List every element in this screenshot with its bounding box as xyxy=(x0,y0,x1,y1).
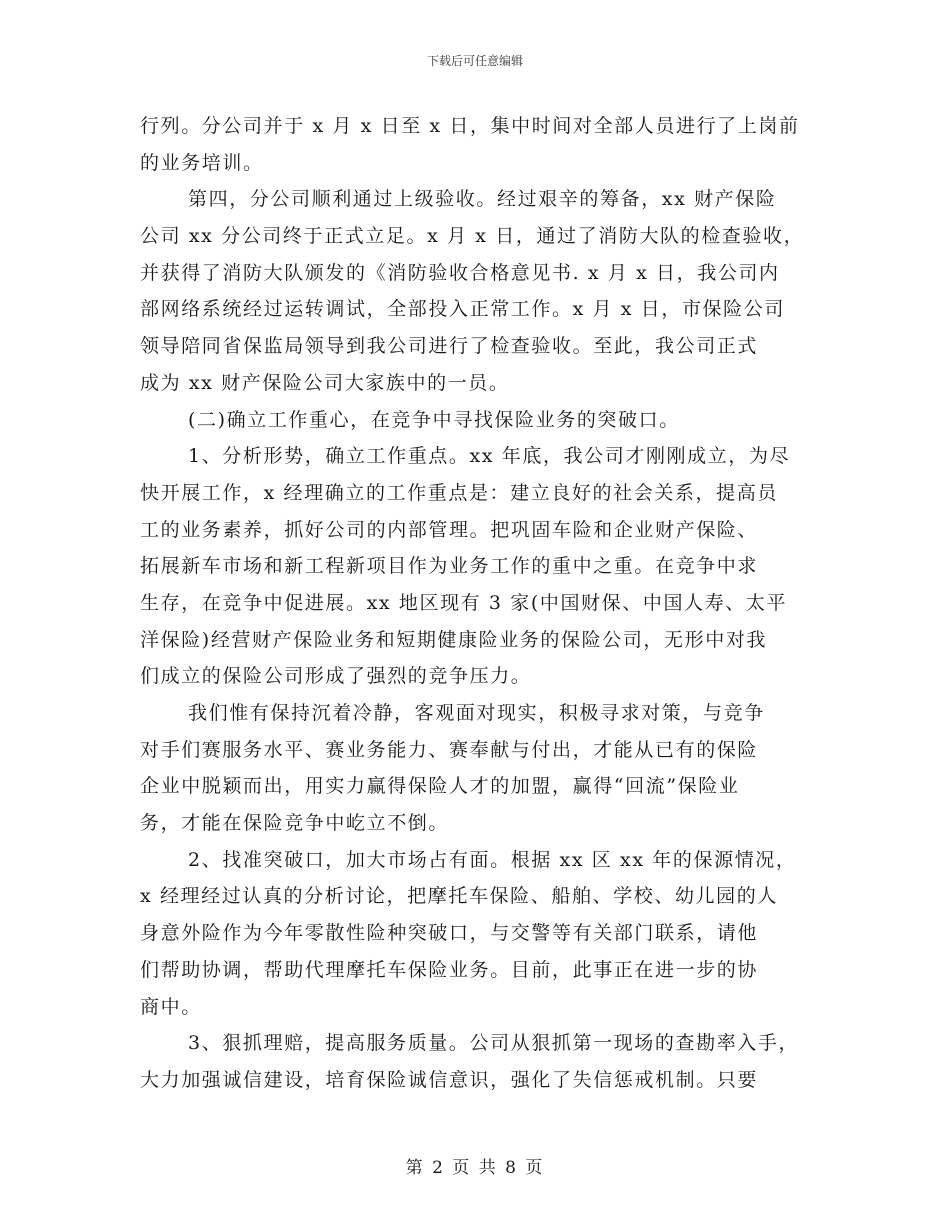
text-line: 3、狠抓理赔，提高服务质量。公司从狠抓第一现场的查勘率入手， xyxy=(188,1032,800,1055)
text-line: 身意外险作为今年零散性险种突破口，与交警等有关部门联系，请他 xyxy=(140,922,759,945)
text-line: 部网络系统经过运转调试，全部投入正常工作。x 月 x 日，市保险公司 xyxy=(140,298,785,321)
text-line: 快开展工作，x 经理确立的工作重点是：建立良好的社会关系，提高员 xyxy=(140,481,778,504)
text-line: 企业中脱颖而出，用实力赢得保险人才的加盟，赢得“回流”保险业 xyxy=(140,775,740,798)
text-line: 领导陪同省保监局领导到我公司进行了检查验收。至此，我公司正式 xyxy=(140,335,759,358)
text-line: 洋保险)经营财产保险业务和短期健康险业务的保险公司，无形中对我 xyxy=(140,628,768,651)
page-footer: 第 2 页 共 8 页 xyxy=(405,1158,545,1178)
text-line: 1、分析形势，确立工作重点。xx 年底，我公司才刚刚成立，为尽 xyxy=(188,445,791,468)
page-header: 下载后可任意编辑 xyxy=(426,54,523,68)
text-line: 的业务培训。 xyxy=(140,151,264,174)
text-line: 我们惟有保持沉着冷静，客观面对现实，积极寻求对策，与竞争 xyxy=(188,702,765,724)
text-line: 成为 xx 财产保险公司大家族中的一员。 xyxy=(140,371,510,394)
text-line: 大力加强诚信建设，培育保险诚信意识，强化了失信惩戒机制。只要 xyxy=(140,1068,759,1091)
text-line: 们成立的保险公司形成了强烈的竞争压力。 xyxy=(140,665,532,688)
text-line: 生存，在竞争中促进展。xx 地区现有 3 家(中国财保、中国人寿、太平 xyxy=(140,591,788,614)
text-line: 2、找准突破口，加大市场占有面。根据 xx 区 xx 年的保源情况， xyxy=(188,848,797,871)
text-line: 拓展新车市场和新工程新项目作为业务工作的重中之重。在竞争中求 xyxy=(140,555,759,578)
document-body xyxy=(140,108,812,1099)
text-line: x 经理经过认真的分析讨论，把摩托车保险、船舶、学校、幼儿园的人 xyxy=(140,885,778,908)
text-line: 第四，分公司顺利通过上级验收。经过艰辛的筹备，xx 财产保险 xyxy=(188,188,777,211)
text-line: 行列。分公司并于 x 月 x 日至 x 日，集中时间对全部人员进行了上岗前 xyxy=(140,115,800,137)
text-line: 务，才能在保险竞争中屹立不倒。 xyxy=(140,812,450,835)
text-line: 公司 xx 分公司终于正式立足。x 月 x 日，通过了消防大队的检查验收， xyxy=(140,225,805,248)
text-line: 对手们赛服务水平、赛业务能力、赛奉献与付出，才能从已有的保险 xyxy=(140,738,759,761)
text-line: 们帮助协调，帮助代理摩托车保险业务。目前，此事正在进一步的协 xyxy=(140,958,759,981)
text-line: (二)确立工作重心，在竞争中寻找保险业务的突破口。 xyxy=(188,408,680,431)
text-line: 工的业务素养，抓好公司的内部管理。把巩固车险和企业财产保险、 xyxy=(140,518,759,541)
text-line: 商中。 xyxy=(140,995,202,1018)
text-line: 并获得了消防大队颁发的《消防验收合格意见书. x 月 x 日，我公司内 xyxy=(140,261,780,284)
